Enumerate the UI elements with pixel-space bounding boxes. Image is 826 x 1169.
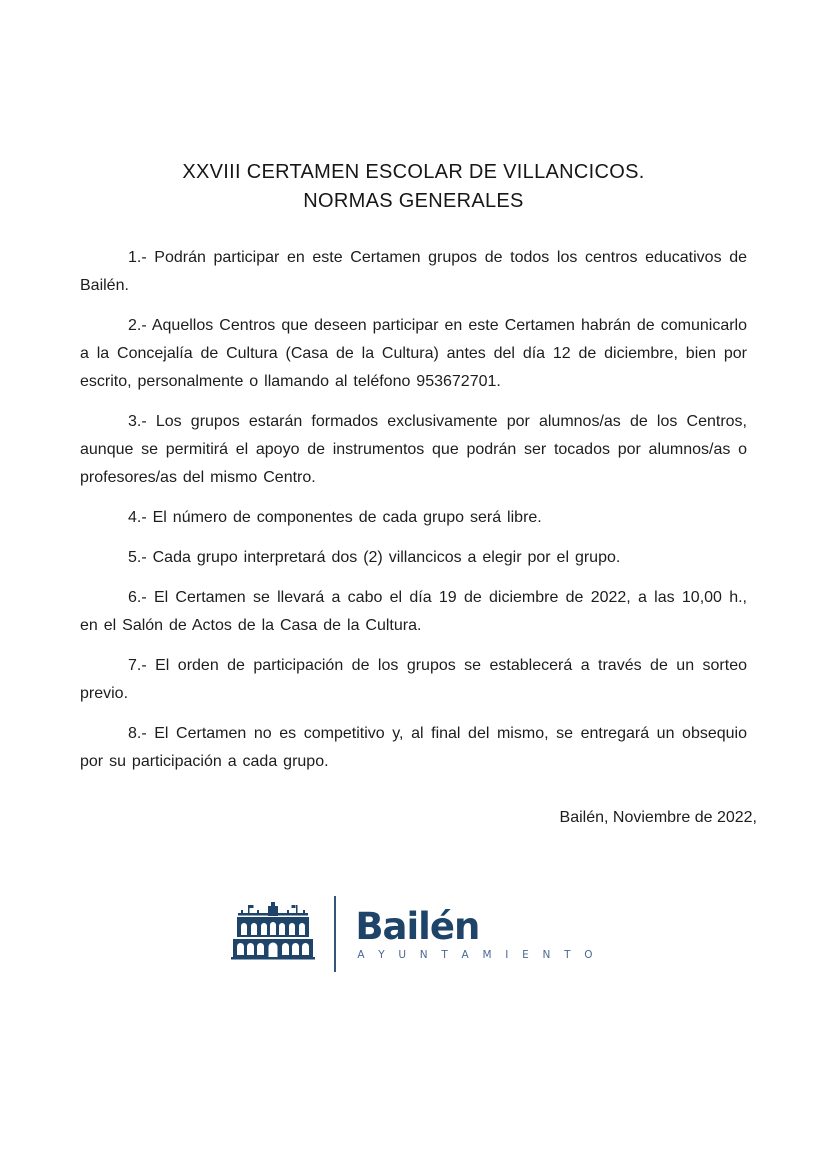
page-title: [80, 158, 747, 216]
logo-subtitle: A Y U N T A M I E N T O: [357, 948, 598, 961]
paragraph-7: 7.- El orden de participación de los grupos se establecerá a través de un sorteo previo.: [80, 657, 747, 702]
logo-text: [355, 904, 598, 961]
paragraph-6: 6.- El Certamen se llevará a cabo el día 19 de diciembre de 2022, a las 10,00 h., en el Salón de Actos de la Casa de la Cultura.: [80, 589, 747, 634]
paragraph-8: 8.- El Certamen no es competitivo y, al final del mismo, se entregará un obsequio por su participación a cada grupo.: [80, 725, 747, 770]
bailen-ayuntamiento-logo: [80, 896, 747, 972]
paragraph-5: 5.- Cada grupo interpretará dos (2) villancicos a elegir por el grupo.: [128, 549, 621, 566]
paragraph-2: 2.- Aquellos Centros que deseen participar en este Certamen habrán de comunicarlo a la Concejalía de Cultura (Casa de la Cultura) antes del día 12 de diciembre, bien por escrito, personalmente o llamando al teléfono 953672701.: [80, 317, 747, 390]
town-hall-icon: [229, 901, 317, 967]
paragraph-1: 1.- Podrán participar en este Certamen grupos de todos los centros educativos de Bailén.: [80, 249, 747, 294]
logo-divider: [334, 896, 336, 972]
logo-wordmark: Bailén: [355, 904, 480, 948]
title-line-2: NORMAS GENERALES: [303, 190, 524, 212]
document-body: [80, 244, 747, 776]
paragraph-4: 4.- El número de componentes de cada grupo será libre.: [128, 509, 542, 526]
title-line-1: XXVIII CERTAMEN ESCOLAR DE VILLANCICOS.: [182, 161, 645, 183]
closing-dateline: Bailén, Noviembre de 2022,: [559, 809, 757, 826]
paragraph-3: 3.- Los grupos estarán formados exclusivamente por alumnos/as de los Centros, aunque se permitirá el apoyo de instrumentos que podrán ser tocados por alumnos/as o profesores/as del mismo Centro.: [80, 413, 747, 486]
